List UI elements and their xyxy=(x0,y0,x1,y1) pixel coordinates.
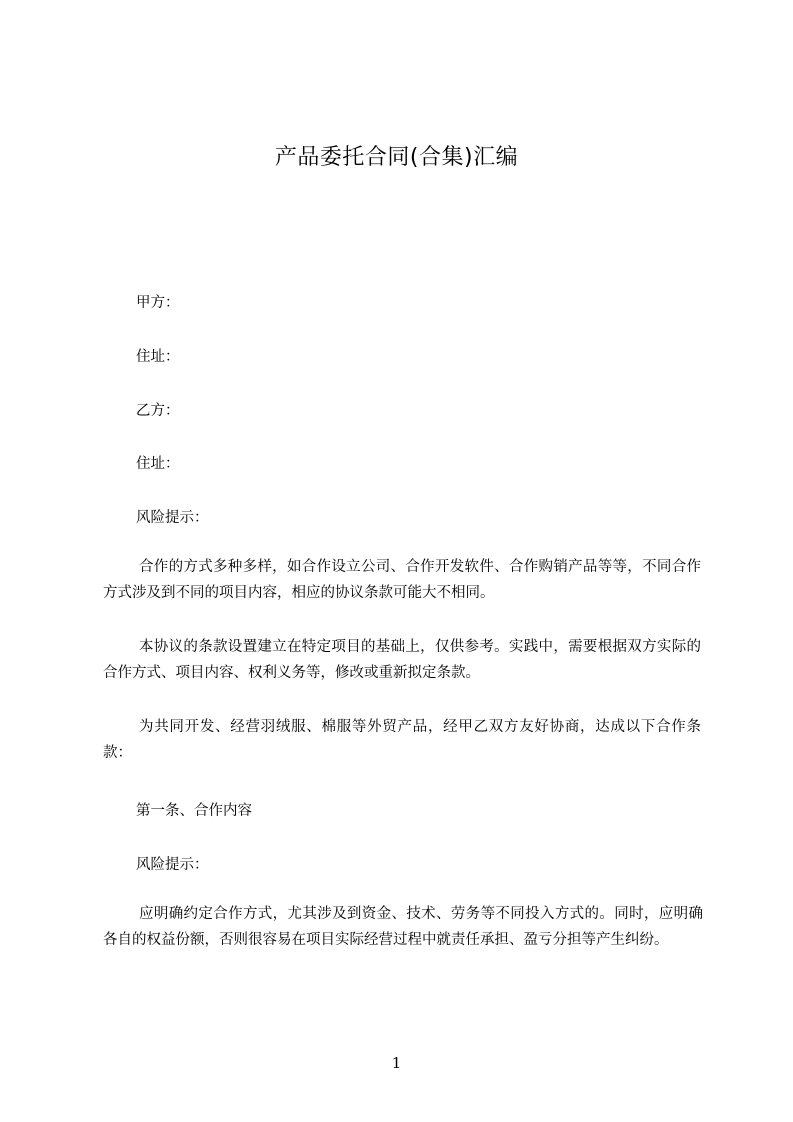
paragraph-cooperation-rights: 应明确约定合作方式，尤其涉及到资金、技术、劳务等不同投入方式的。同时，应明确各自的权益份额，否则很容易在项目实际经营过程中就责任承担、盈亏分担等产生纠纷。 xyxy=(103,906,703,948)
address-a-label: 住址： xyxy=(136,349,180,365)
paragraph-cooperation-purpose: 为共同开发、经营羽绒服、棉服等外贸产品，经甲乙双方友好协商，达成以下合作条款： xyxy=(103,719,701,761)
risk-tip-label-2: 风险提示： xyxy=(136,857,209,873)
paragraph-cooperation-methods: 合作的方式多种多样，如合作设立公司、合作开发软件、合作购销产品等等，不同合作方式涉及到不同的项目内容，相应的协议条款可能大不相同。 xyxy=(103,559,701,601)
article-1-heading: 第一条、合作内容 xyxy=(136,803,252,819)
party-a-label: 甲方： xyxy=(136,295,180,311)
document-title: 产品委托合同(合集)汇编 xyxy=(274,145,519,170)
paragraph-agreement-terms: 本协议的条款设置建立在特定项目的基础上，仅供参考。实践中，需要根据双方实际的合作方式、项目内容、权利义务等，修改或重新拟定条款。 xyxy=(103,639,701,681)
page-number: 1 xyxy=(391,1054,402,1072)
risk-tip-label: 风险提示： xyxy=(136,510,209,526)
party-b-label: 乙方： xyxy=(136,403,180,419)
address-b-label: 住址： xyxy=(136,456,180,472)
